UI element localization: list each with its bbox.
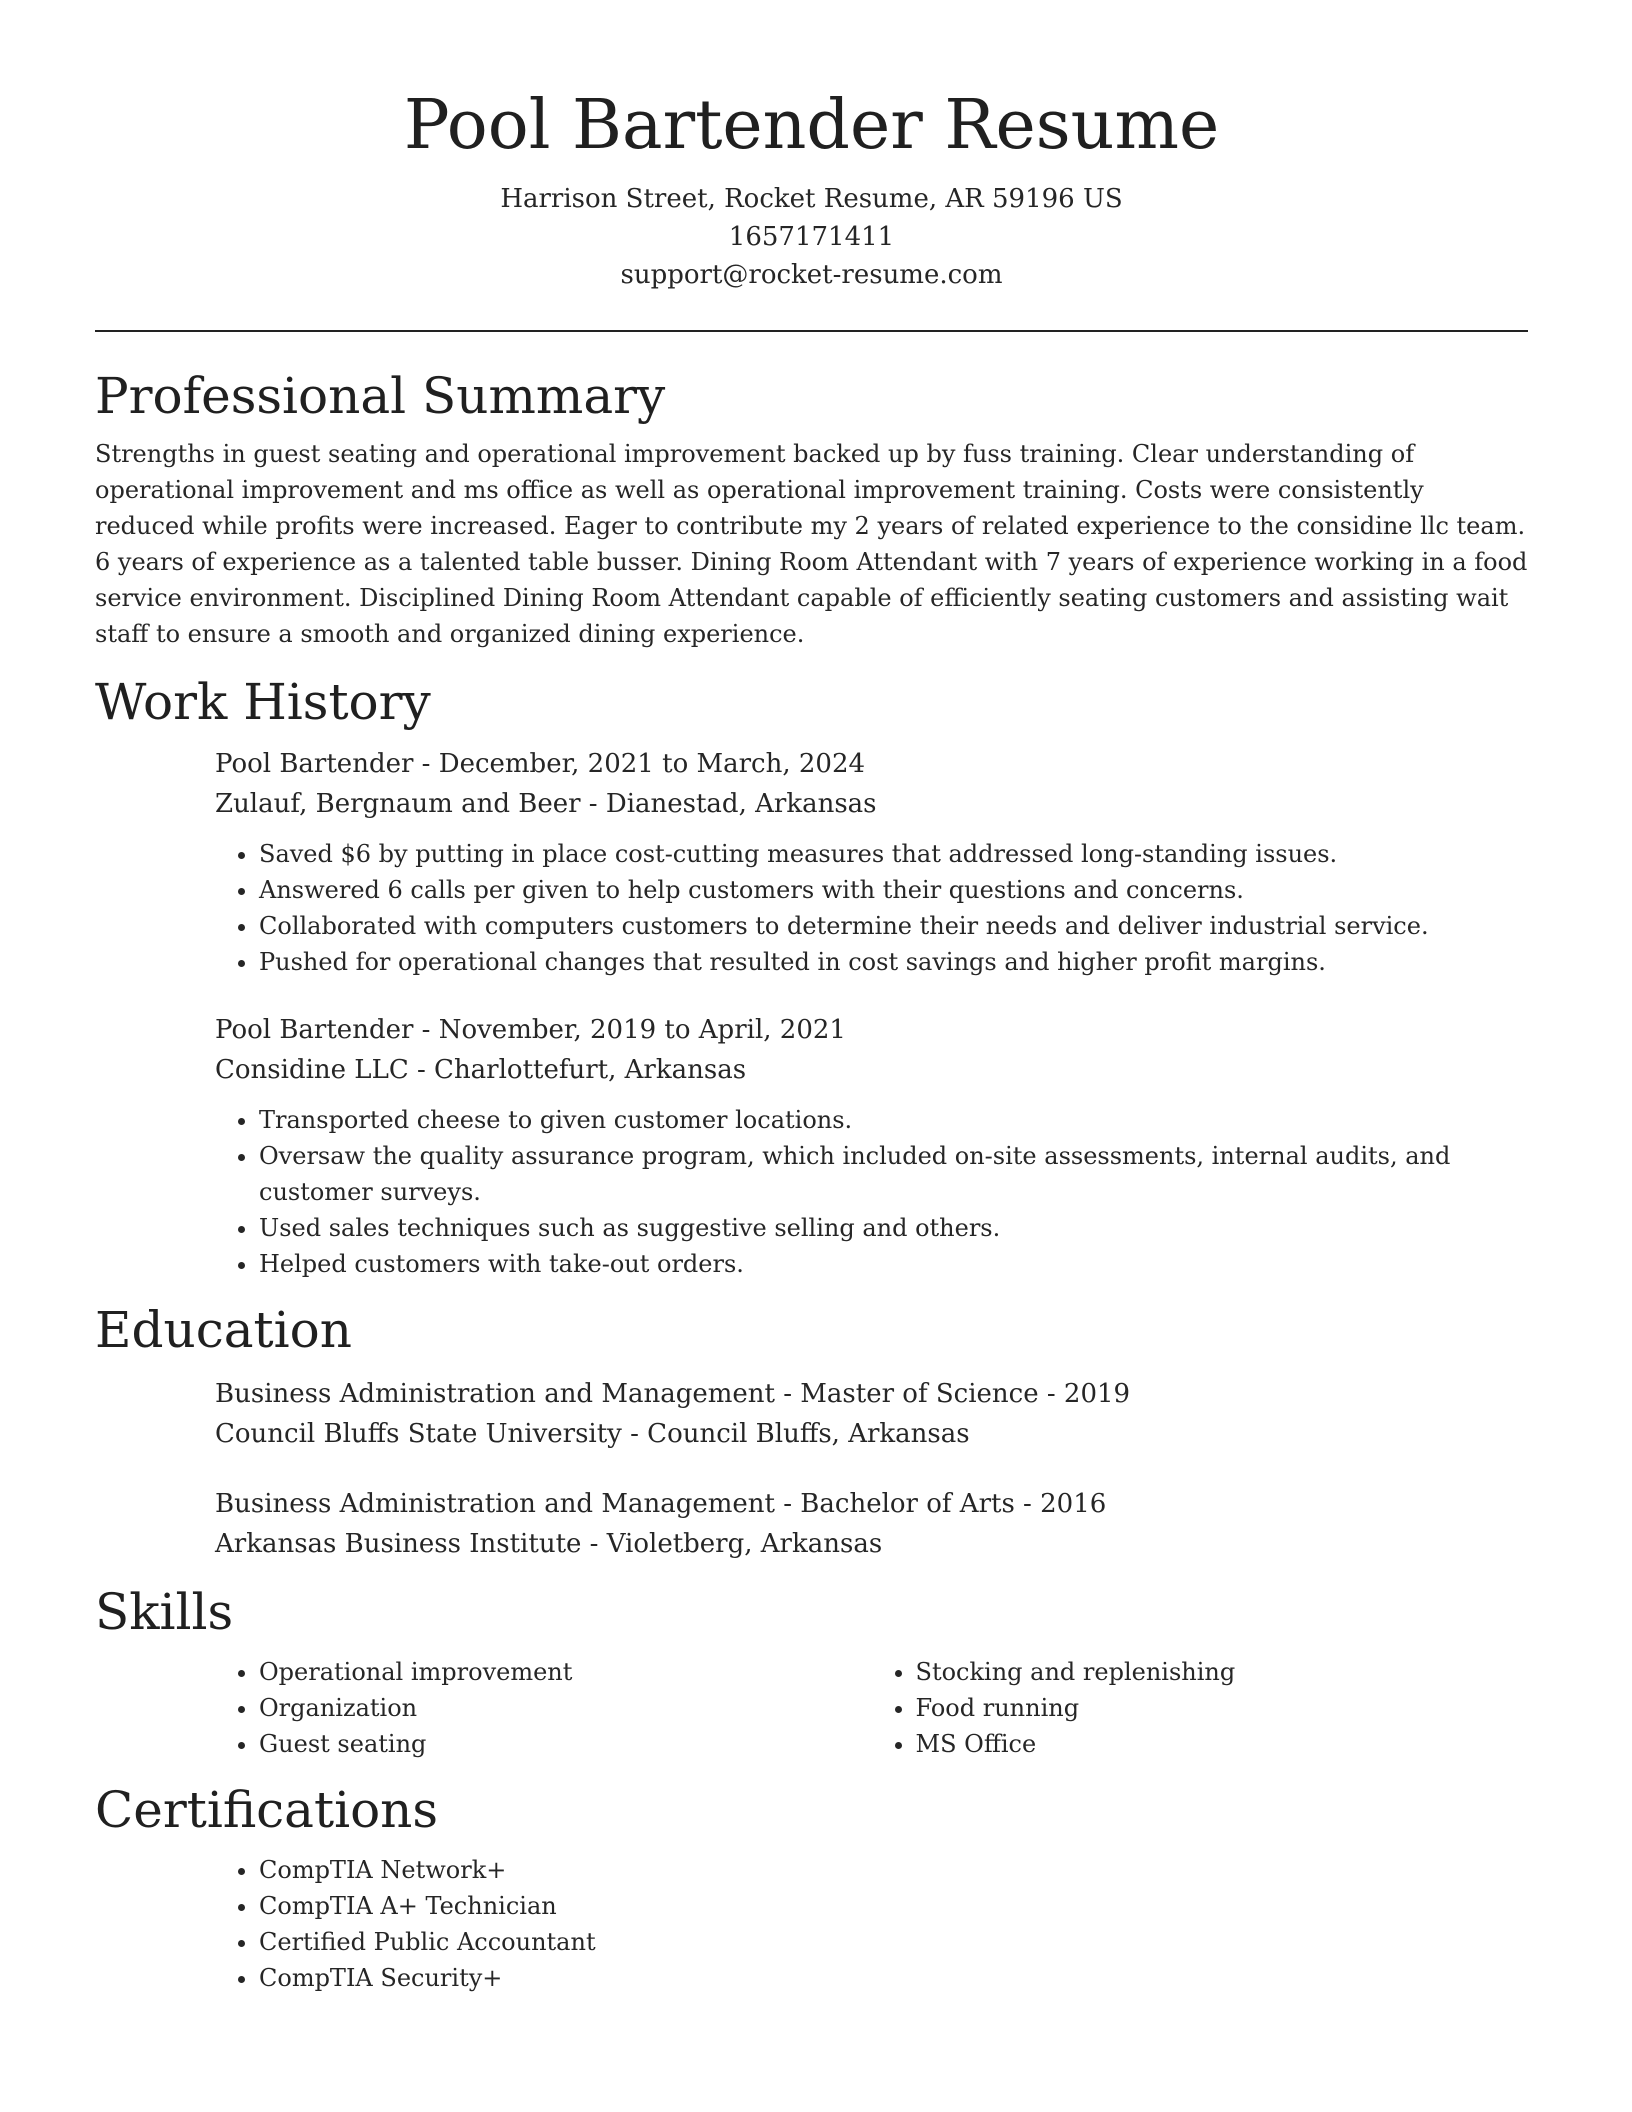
skills-list-right [872, 1654, 1529, 1762]
work-history-heading: Work History [95, 673, 431, 731]
list-item: • Oversaw the quality assurance program, which included on-site assessments, internal audits, and customer surveys. [259, 1138, 1528, 1210]
certifications-heading: Certifications [95, 1781, 439, 1839]
resume-header [95, 0, 1528, 294]
list-item: • Collaborated with computers customers to determine their needs and deliver industrial service. [259, 908, 1528, 944]
certifications-block [215, 1852, 1528, 1996]
address: Harrison Street, Rocket Resume, AR 59196 US [500, 184, 1123, 214]
skills-heading: Skills [95, 1583, 234, 1641]
phone: 1657171411 [728, 222, 895, 252]
job-entry [215, 744, 1528, 980]
list-item: • Answered 6 calls per given to help customers with their questions and concerns. [259, 872, 1528, 908]
skill-item: • Operational improvement [259, 1654, 872, 1690]
job-entry [215, 1010, 1528, 1282]
list-item: • Transported cheese to given customer locations. [259, 1102, 1528, 1138]
skill-item: • MS Office [916, 1726, 1529, 1762]
skill-item: • Stocking and replenishing [916, 1654, 1529, 1690]
certification-item: • CompTIA Network+ [259, 1852, 1528, 1888]
resume-page [95, 0, 1528, 1996]
skill-item: • Organization [259, 1690, 872, 1726]
job-employer-line: Zulauf, Bergnaum and Beer - Dianestad, Arkansas [215, 789, 877, 819]
list-item: • Used sales techniques such as suggestive selling and others. [259, 1210, 1528, 1246]
list-item: • Helped customers with take-out orders. [259, 1246, 1528, 1282]
certifications-list [215, 1852, 1528, 1996]
list-item: • Pushed for operational changes that resulted in cost savings and higher profit margins. [259, 944, 1528, 980]
skills-list-left [215, 1654, 872, 1762]
degree-line: Business Administration and Management - Master of Science - 2019 [215, 1379, 1131, 1409]
certification-item: • CompTIA Security+ [259, 1960, 1528, 1996]
degree-line: Business Administration and Management - Bachelor of Arts - 2016 [215, 1489, 1107, 1519]
summary-heading: Professional Summary [95, 367, 666, 425]
email: support@rocket-resume.com [620, 260, 1003, 290]
job-title-line: Pool Bartender - November, 2019 to April, 2021 [215, 1015, 846, 1045]
certification-item: • CompTIA A+ Technician [259, 1888, 1528, 1924]
job-title-line: Pool Bartender - December, 2021 to March, 2024 [215, 749, 866, 779]
education-heading: Education [95, 1301, 352, 1359]
job-bullets [215, 1102, 1528, 1282]
skill-item: • Food running [916, 1690, 1529, 1726]
education-entry [215, 1484, 1528, 1564]
skills-grid [215, 1654, 1528, 1762]
resume-title: Pool Bartender Resume [403, 86, 1220, 165]
job-employer-line: Considine LLC - Charlottefurt, Arkansas [215, 1055, 747, 1085]
job-bullets [215, 836, 1528, 980]
summary-text: Strengths in guest seating and operational improvement backed up by fuss training. Clear understanding of operational improvement and ms office as well as operational improvement training. Costs were consistently reduced while profits were increased. Eager to contribute my 2 years of related experience to the considine llc team. 6 years of experience as a talented table busser. Dining Room Attendant with 7 years of experience working in a food service environment. Disciplined Dining Room Attendant capable of efficiently seating customers and assisting wait staff to ensure a smooth and organized dining experience. [95, 440, 1528, 648]
contact-block [95, 180, 1528, 294]
school-line: Arkansas Business Institute - Violetberg, Arkansas [215, 1529, 883, 1559]
list-item: • Saved $6 by putting in place cost-cutting measures that addressed long-standing issues. [259, 836, 1528, 872]
header-divider [95, 330, 1528, 332]
education-entry [215, 1374, 1528, 1454]
school-line: Council Bluffs State University - Council Bluffs, Arkansas [215, 1419, 970, 1449]
certification-item: • Certified Public Accountant [259, 1924, 1528, 1960]
skill-item: • Guest seating [259, 1726, 872, 1762]
